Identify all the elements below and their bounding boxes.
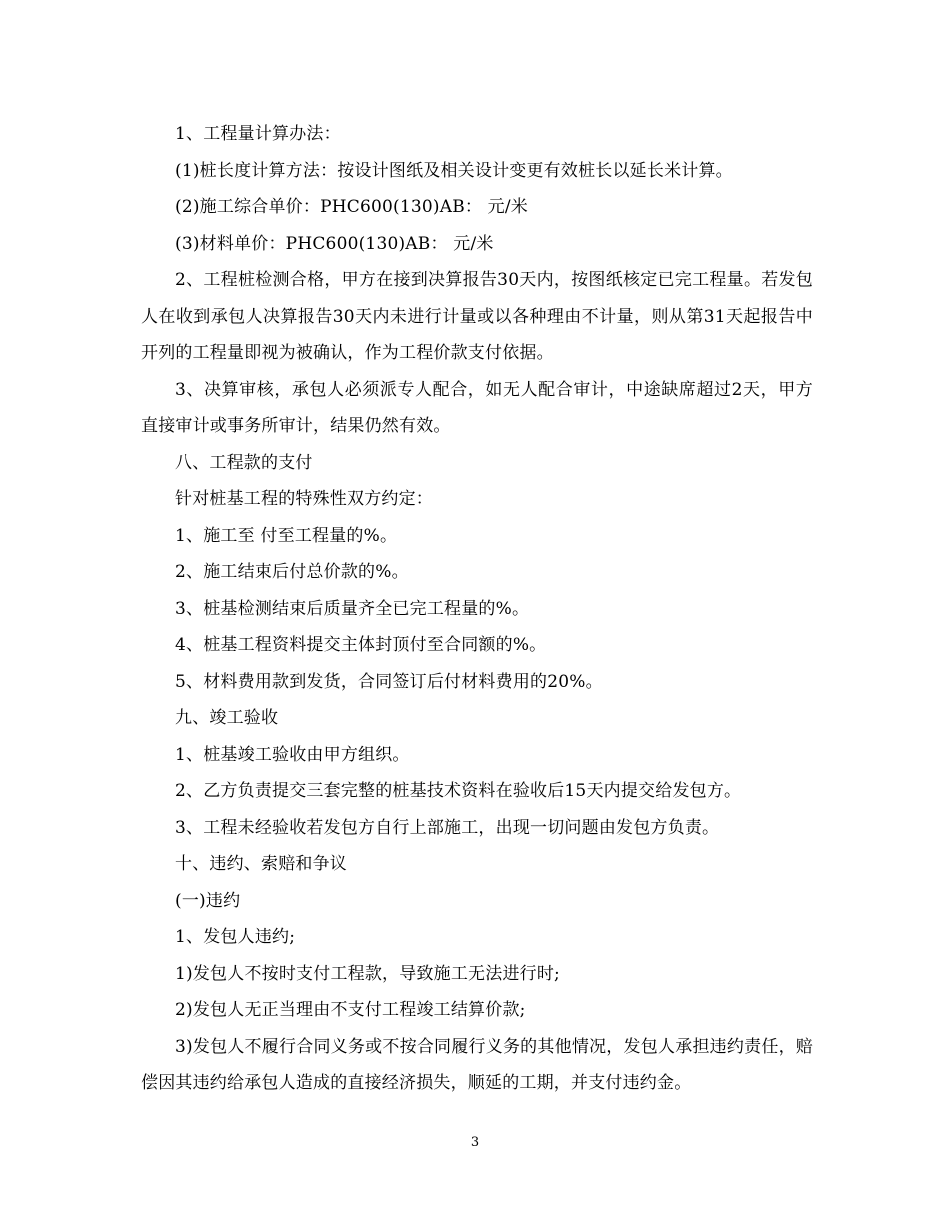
paragraph-4: (3)材料单价：PHC600(130)AB： 元/米 (175, 233, 494, 254)
paragraph-6: 3、决算审核，承包人必须派专人配合，如无人配合审计，中途缺席超过2天，甲方直接审计或事务所审计，结果仍然有效。 (141, 379, 813, 436)
paragraph-2: (1)桩长度计算方法：按设计图纸及相关设计变更有效桩长以延长米计算。 (175, 160, 733, 181)
paragraph-22: 2)发包人无正当理由不支付工程竣工结算价款; (175, 1000, 526, 1020)
paragraph-7: 八、工程款的支付 (175, 452, 313, 473)
paragraph-1: 1、工程量计算办法： (175, 124, 341, 144)
paragraph-18: 十、违约、索赔和争议 (175, 854, 347, 874)
paragraph-23: 3)发包人不履行合同义务或不按合同履行义务的其他情况，发包人承担违约责任，赔偿因其违约给承包人造成的直接经济损失，顺延的工期，并支付违约金。 (141, 1036, 813, 1093)
paragraph-15: 1、桩基竣工验收由甲方组织。 (175, 744, 410, 765)
paragraph-12: 4、桩基工程资料提交主体封顶付至合同额的%。 (175, 635, 547, 655)
paragraph-5: 2、工程桩检测合格，甲方在接到决算报告30天内，按图纸核定已完工程量。若发包人在收到承包人决算报告30天内未进行计量或以各种理由不计量，则从第31天起报告中开列的工程量即视为被确认，作为工程价款支付依据。 (141, 270, 813, 363)
paragraph-11: 3、桩基检测结束后质量齐全已完工程量的%。 (175, 598, 530, 619)
page-number: 3 (470, 1135, 480, 1150)
paragraph-16: 2、乙方负责提交三套完整的桩基技术资料在验收后15天内提交给发包方。 (175, 781, 742, 801)
paragraph-20: 1、发包人违约; (175, 927, 296, 947)
paragraph-21: 1)发包人不按时支付工程款，导致施工无法进行时; (175, 963, 560, 984)
paragraph-13: 5、材料费用款到发货，合同签订后付材料费用的20%。 (175, 671, 603, 692)
paragraph-19: (一)违约 (175, 890, 241, 911)
paragraph-14: 九、竣工验收 (175, 708, 279, 728)
document-body (141, 116, 813, 1102)
paragraph-10: 2、施工结束后付总价款的%。 (175, 562, 409, 582)
paragraph-17: 3、工程未经验收若发包方自行上部施工，出现一切问题由发包方负责。 (175, 817, 720, 838)
paragraph-3: (2)施工综合单价：PHC600(130)AB： 元/米 (175, 197, 529, 217)
paragraph-9: 1、施工至 付至工程量的%。 (175, 525, 398, 546)
paragraph-8: 针对桩基工程的特殊性双方约定： (175, 489, 433, 509)
